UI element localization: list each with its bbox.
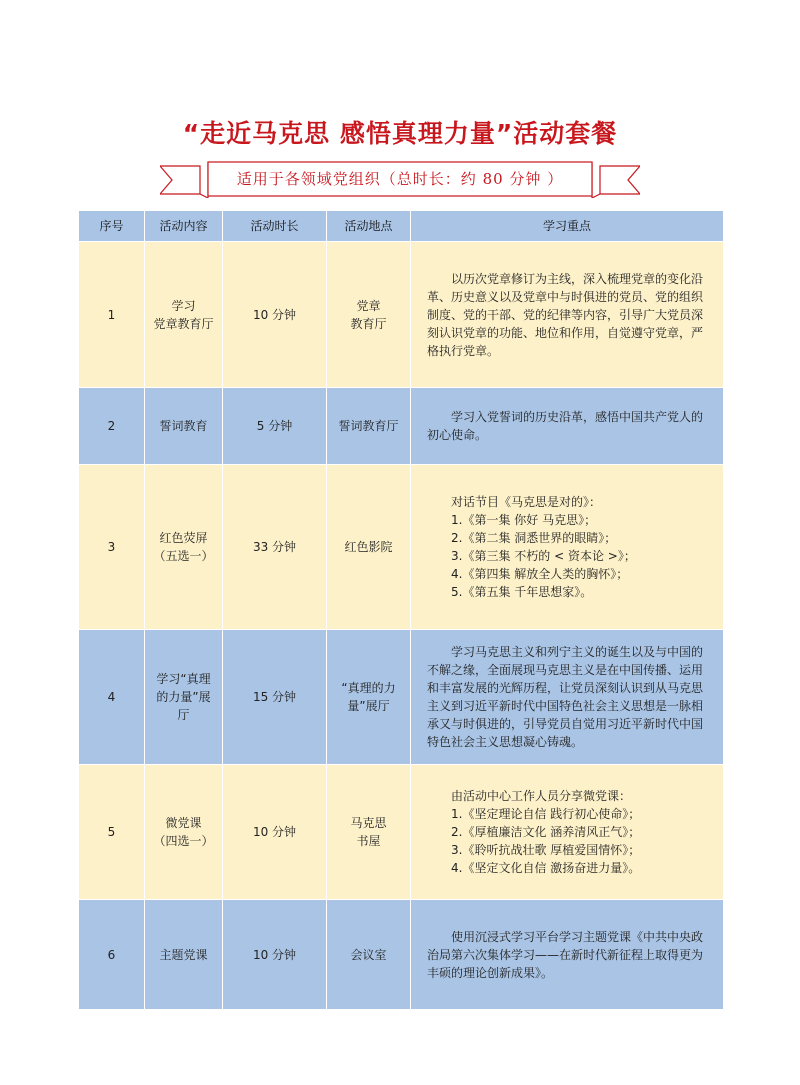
table-row bbox=[79, 765, 724, 900]
header-no: 序号 bbox=[79, 211, 145, 242]
content-line: 厅 bbox=[177, 708, 190, 722]
row-no: 5 bbox=[79, 765, 145, 900]
row-duration: 10 分钟 bbox=[223, 242, 327, 388]
focus-line: 2.《厚植廉洁文化 涵养清风正气》； bbox=[451, 825, 641, 839]
row-content bbox=[145, 765, 223, 900]
row-duration: 15 分钟 bbox=[223, 630, 327, 765]
table-row bbox=[79, 388, 724, 465]
row-content bbox=[145, 388, 223, 465]
row-focus bbox=[411, 630, 724, 765]
place-line: 会议室 bbox=[350, 947, 387, 962]
place-line: 书屋 bbox=[356, 834, 381, 848]
content-line: 誓词教育 bbox=[159, 419, 208, 433]
header-duration: 活动时长 bbox=[223, 211, 327, 242]
row-place bbox=[327, 465, 411, 630]
focus-text: 以历次党章修订为主线，深入梳理党章的变化沿革、历史意义以及党章中与时俱进的党员、党的组织制度、党的干部、党的纪律等内容，引导广大党员深刻认识党章的功能、地位和作用，自觉遵守党章，严格执行党章。 bbox=[427, 271, 704, 358]
focus-line: 由活动中心工作人员分享微党课： bbox=[451, 789, 632, 803]
row-no: 2 bbox=[79, 388, 145, 465]
content-line: 红色荧屏 bbox=[159, 531, 208, 545]
row-place bbox=[327, 242, 411, 388]
content-line: 微党课 bbox=[165, 816, 202, 830]
row-focus bbox=[411, 465, 724, 630]
content-line: 主题党课 bbox=[159, 947, 208, 962]
focus-line: 3.《第三集 不朽的 < 资本论 >》； bbox=[451, 549, 636, 563]
place-line: 马克思 bbox=[350, 816, 387, 830]
row-duration: 10 分钟 bbox=[223, 765, 327, 900]
content-line: 学习 bbox=[171, 298, 196, 313]
place-line: 教育厅 bbox=[350, 316, 387, 331]
row-content bbox=[145, 900, 223, 1010]
place-line: 红色影院 bbox=[344, 540, 393, 554]
row-place bbox=[327, 388, 411, 465]
focus-text: 使用沉浸式学习平台学习主题党课《中共中央政治局第六次集体学习——在新时代新征程上取得更为丰硕的理论创新成果》。 bbox=[427, 929, 704, 980]
row-place bbox=[327, 765, 411, 900]
focus-text: 学习马克思主义和列宁主义的诞生以及与中国的不解之缘，全面展现马克思主义是在中国传播、运用和丰富发展的光辉历程，让党员深刻认识到从马克思主义到习近平新时代中国特色社会主义思想是一脉相承又与时俱进的，引导党员自觉用习近平新时代中国特色社会主义思想凝心铸魂。 bbox=[427, 645, 704, 749]
place-line: 量”展厅 bbox=[347, 699, 390, 713]
row-duration: 33 分钟 bbox=[223, 465, 327, 630]
focus-line: 1.《第一集 你好 马克思》； bbox=[451, 513, 597, 527]
header-place: 活动地点 bbox=[327, 211, 411, 242]
row-focus bbox=[411, 900, 724, 1010]
row-focus bbox=[411, 765, 724, 900]
row-place bbox=[327, 630, 411, 765]
focus-line: 对话节目《马克思是对的》： bbox=[451, 495, 602, 509]
header-content: 活动内容 bbox=[145, 211, 223, 242]
header-focus: 学习重点 bbox=[411, 211, 724, 242]
focus-line: 3.《聆听抗战壮歌 厚植爱国情怀》； bbox=[451, 843, 641, 857]
focus-line: 2.《第二集 洞悉世界的眼睛》； bbox=[451, 531, 617, 545]
place-line: “真理的力 bbox=[341, 681, 396, 695]
focus-line: 5.《第五集 千年思想家》。 bbox=[451, 585, 593, 599]
content-line: 党章教育厅 bbox=[153, 316, 214, 331]
content-line: （五选一） bbox=[153, 549, 214, 563]
content-line: 学习“真理 bbox=[156, 672, 211, 686]
row-content bbox=[145, 465, 223, 630]
row-content bbox=[145, 630, 223, 765]
table-row bbox=[79, 630, 724, 765]
row-no: 4 bbox=[79, 630, 145, 765]
row-focus bbox=[411, 388, 724, 465]
row-place bbox=[327, 900, 411, 1010]
table-row bbox=[79, 465, 724, 630]
place-line: 党章 bbox=[356, 298, 381, 313]
subtitle: 适用于各领域党组织（总时长：约 80 分钟 ） bbox=[236, 170, 564, 188]
table-header-row bbox=[79, 211, 724, 242]
activity-table bbox=[78, 210, 724, 1010]
table-row bbox=[79, 900, 724, 1010]
row-duration: 10 分钟 bbox=[223, 900, 327, 1010]
place-line: 誓词教育厅 bbox=[338, 419, 399, 433]
row-no: 1 bbox=[79, 242, 145, 388]
subtitle-ribbon bbox=[160, 160, 640, 198]
row-no: 6 bbox=[79, 900, 145, 1010]
content-line: 的力量”展 bbox=[156, 690, 211, 704]
table-row bbox=[79, 242, 724, 388]
focus-line: 4.《第四集 解放全人类的胸怀》； bbox=[451, 567, 629, 581]
focus-list bbox=[427, 787, 709, 877]
row-duration: 5 分钟 bbox=[223, 388, 327, 465]
focus-list bbox=[427, 493, 709, 601]
row-no: 3 bbox=[79, 465, 145, 630]
focus-line: 1.《坚定理论自信 践行初心使命》； bbox=[451, 807, 641, 821]
focus-line: 4.《坚定文化自信 激扬奋进力量》。 bbox=[451, 861, 641, 875]
page-title: “走近马克思 感悟真理力量”活动套餐 bbox=[182, 119, 618, 148]
content-line: （四选一） bbox=[153, 834, 214, 848]
focus-text: 学习入党誓词的历史沿革，感悟中国共产党人的初心使命。 bbox=[427, 410, 704, 442]
row-content bbox=[145, 242, 223, 388]
row-focus bbox=[411, 242, 724, 388]
